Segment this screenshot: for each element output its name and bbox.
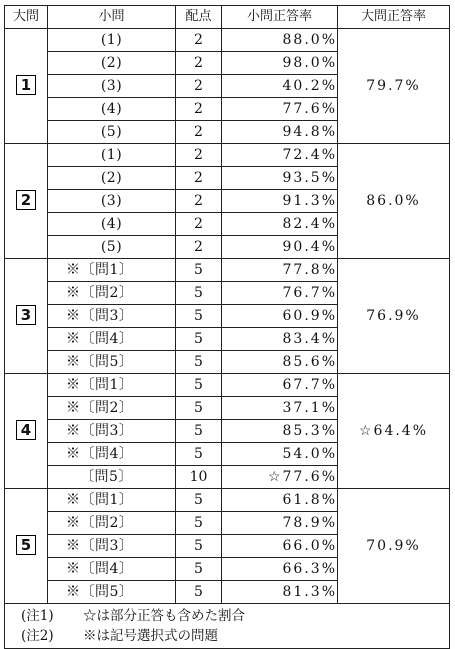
table-row — [5, 374, 450, 397]
points-cell: 5 — [176, 305, 222, 328]
small-question-label: ※〔問2〕 — [48, 397, 176, 420]
small-rate-cell: 66.3% — [222, 558, 338, 581]
big-question-number: 4 — [16, 420, 36, 440]
big-question-cell — [5, 374, 48, 489]
points-cell: 5 — [176, 282, 222, 305]
small-rate-cell: 93.5% — [222, 167, 338, 190]
big-question-number: 5 — [16, 535, 36, 555]
header-small-rate: 小問正答率 — [222, 6, 338, 29]
small-rate-cell: 60.9% — [222, 305, 338, 328]
points-cell: 5 — [176, 328, 222, 351]
points-cell: 5 — [176, 259, 222, 282]
small-rate-cell: 61.8% — [222, 489, 338, 512]
small-rate-cell: 67.7% — [222, 374, 338, 397]
points-cell: 2 — [176, 167, 222, 190]
points-cell: 2 — [176, 98, 222, 121]
small-question-label: ※〔問1〕 — [48, 374, 176, 397]
big-rate-cell: 86.0% — [338, 144, 450, 259]
small-question-label: (1) — [48, 29, 176, 52]
points-cell: 5 — [176, 535, 222, 558]
small-question-label: (4) — [48, 98, 176, 121]
big-question-number: 1 — [16, 75, 36, 95]
big-question-cell — [5, 489, 48, 604]
big-question-cell — [5, 29, 48, 144]
points-cell: 2 — [176, 236, 222, 259]
small-question-label: (2) — [48, 52, 176, 75]
table-row — [5, 259, 450, 282]
header-big-rate: 大問正答率 — [338, 6, 450, 29]
small-rate-cell: 72.4% — [222, 144, 338, 167]
points-cell: 5 — [176, 374, 222, 397]
small-question-label: ※〔問5〕 — [48, 581, 176, 604]
small-rate-cell: 98.0% — [222, 52, 338, 75]
points-cell: 5 — [176, 420, 222, 443]
small-rate-cell: 77.8% — [222, 259, 338, 282]
table-row — [5, 29, 450, 52]
small-rate-cell: ☆77.6% — [222, 466, 338, 489]
small-rate-cell: 54.0% — [222, 443, 338, 466]
small-question-label: (3) — [48, 75, 176, 98]
points-cell: 5 — [176, 397, 222, 420]
small-question-label: ※〔問4〕 — [48, 328, 176, 351]
small-rate-cell: 85.3% — [222, 420, 338, 443]
small-question-label: (4) — [48, 213, 176, 236]
points-cell: 2 — [176, 29, 222, 52]
big-rate-cell: 76.9% — [338, 259, 450, 374]
points-cell: 5 — [176, 443, 222, 466]
big-question-number: 3 — [16, 305, 36, 325]
big-rate-cell: ☆64.4% — [338, 374, 450, 489]
points-cell: 2 — [176, 121, 222, 144]
header-small-question: 小問 — [48, 6, 176, 29]
small-rate-cell: 85.6% — [222, 351, 338, 374]
small-rate-cell: 40.2% — [222, 75, 338, 98]
small-question-label: ※〔問2〕 — [48, 282, 176, 305]
small-question-label: ※〔問2〕 — [48, 512, 176, 535]
points-cell: 2 — [176, 75, 222, 98]
note-1 — [21, 606, 449, 626]
points-cell: 2 — [176, 52, 222, 75]
points-cell: 2 — [176, 190, 222, 213]
small-question-label: (2) — [48, 167, 176, 190]
points-cell: 5 — [176, 581, 222, 604]
small-question-label: ※〔問1〕 — [48, 489, 176, 512]
small-rate-cell: 78.9% — [222, 512, 338, 535]
small-question-label: (1) — [48, 144, 176, 167]
table-row — [5, 144, 450, 167]
small-rate-cell: 76.7% — [222, 282, 338, 305]
points-cell: 2 — [176, 144, 222, 167]
small-rate-cell: 90.4% — [222, 236, 338, 259]
small-question-label: 〔問5〕 — [48, 466, 176, 489]
note-1-label: (注1) — [21, 608, 54, 624]
big-question-cell — [5, 144, 48, 259]
small-question-label: ※〔問4〕 — [48, 558, 176, 581]
small-rate-cell: 91.3% — [222, 190, 338, 213]
header-big-question: 大問 — [5, 6, 48, 29]
note-1-text: ☆は部分正答も含めた割合 — [83, 608, 245, 624]
small-rate-cell: 66.0% — [222, 535, 338, 558]
big-rate-cell: 79.7% — [338, 29, 450, 144]
points-cell: 5 — [176, 512, 222, 535]
small-question-label: ※〔問3〕 — [48, 420, 176, 443]
small-question-label: (3) — [48, 190, 176, 213]
points-cell: 10 — [176, 466, 222, 489]
small-question-label: ※〔問5〕 — [48, 351, 176, 374]
small-rate-cell: 77.6% — [222, 98, 338, 121]
small-question-label: (5) — [48, 236, 176, 259]
small-rate-cell: 37.1% — [222, 397, 338, 420]
small-question-label: ※〔問1〕 — [48, 259, 176, 282]
small-question-label: ※〔問4〕 — [48, 443, 176, 466]
big-rate-cell: 70.9% — [338, 489, 450, 604]
points-cell: 5 — [176, 558, 222, 581]
small-question-label: ※〔問3〕 — [48, 535, 176, 558]
small-question-label: ※〔問3〕 — [48, 305, 176, 328]
big-question-cell — [5, 259, 48, 374]
small-rate-cell: 82.4% — [222, 213, 338, 236]
small-rate-cell: 94.8% — [222, 121, 338, 144]
note-2 — [21, 626, 449, 646]
header-points: 配点 — [176, 6, 222, 29]
points-cell: 5 — [176, 489, 222, 512]
big-question-number: 2 — [16, 190, 36, 210]
note-2-text: ※は記号選択式の問題 — [83, 628, 218, 644]
points-cell: 2 — [176, 213, 222, 236]
small-rate-cell: 81.3% — [222, 581, 338, 604]
results-table — [4, 5, 450, 649]
small-rate-cell: 88.0% — [222, 29, 338, 52]
small-question-label: (5) — [48, 121, 176, 144]
table-body — [5, 29, 450, 604]
note-2-label: (注2) — [21, 628, 54, 644]
header-row — [5, 6, 450, 29]
table-row — [5, 489, 450, 512]
small-rate-cell: 83.4% — [222, 328, 338, 351]
points-cell: 5 — [176, 351, 222, 374]
